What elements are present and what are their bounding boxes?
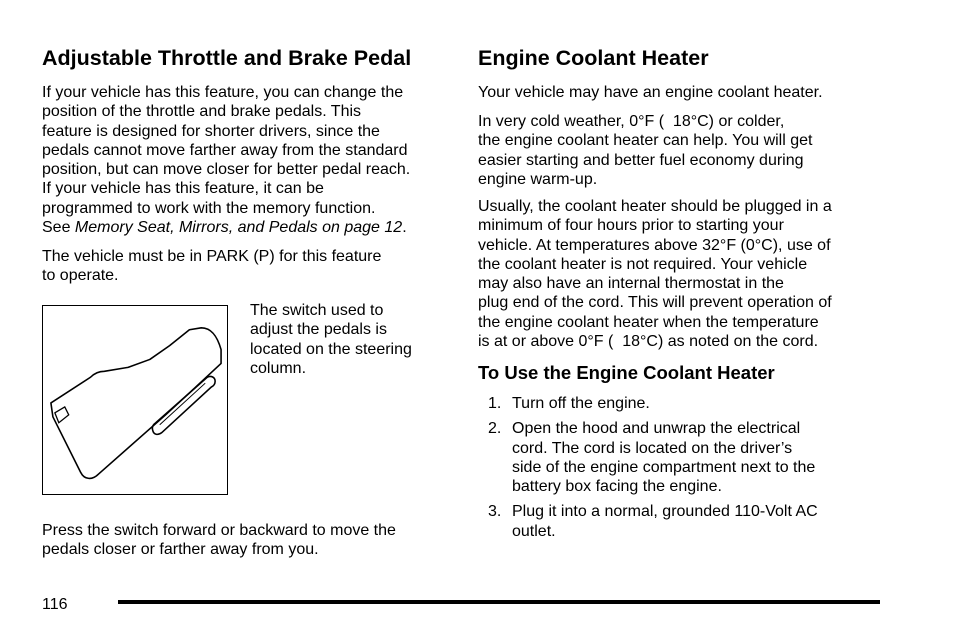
figure-caption: The switch used to adjust the pedals is located on the steering column.: [250, 302, 412, 377]
subheading-use-heater: To Use the Engine Coolant Heater: [478, 362, 775, 383]
coolant-usage-paragraph: Usually, the coolant heater should be plugged in a minimum of four hours prior to starting your vehicle. At temperatures above 32°F (0°C), use of the coolant heater is not required. Your vehicle may also have an internal thermostat in the plug end of the cord. This will prevent operation of the engine coolant heater when the temperature is at or above 0°F ( 18°C) as noted on the cord.: [478, 198, 832, 351]
steps-list: [488, 394, 892, 541]
list-item: 3. Plug it into a normal, grounded 110-Volt AC outlet.: [488, 503, 818, 540]
page-number: 116: [42, 596, 68, 613]
list-item: 2. Open the hood and unwrap the electrical cord. The cord is located on the driver’s side of the engine compartment next to the battery box facing the engine.: [488, 420, 816, 496]
section-heading-coolant: Engine Coolant Heater: [478, 46, 709, 70]
cross-reference: Memory Seat, Mirrors, and Pedals on page 12: [74, 219, 403, 237]
section-heading-pedals: Adjustable Throttle and Brake Pedal: [42, 46, 412, 70]
pedal-switch-illustration: [42, 305, 228, 495]
coolant-cold-paragraph: In very cold weather, 0°F ( 18°C) or colder, the engine coolant heater can help. You will get easier starting and better fuel economy during engine warm-up.: [478, 113, 813, 188]
coolant-intro-paragraph: Your vehicle may have an engine coolant heater.: [478, 84, 823, 101]
pedal-switch-icon: [43, 306, 227, 494]
footer-rule: [118, 600, 880, 604]
pedals-park-paragraph: The vehicle must be in PARK (P) for this feature to operate.: [42, 248, 382, 285]
list-item: 1. Turn off the engine.: [488, 395, 650, 412]
pedals-intro-paragraph: If your vehicle has this feature, you can change the position of the throttle and brake pedals. This feature is designed for shorter drivers, since the pedals cannot move farther away from the standard position, but can move closer for better pedal reach. If your vehicle has this feature, it can be programmed to work with the memory function. See Memory Seat, Mirrors, and Pedals on page 12.: [42, 84, 411, 237]
pedals-switch-paragraph: Press the switch forward or backward to move the pedals closer or farther away from you.: [42, 522, 396, 559]
